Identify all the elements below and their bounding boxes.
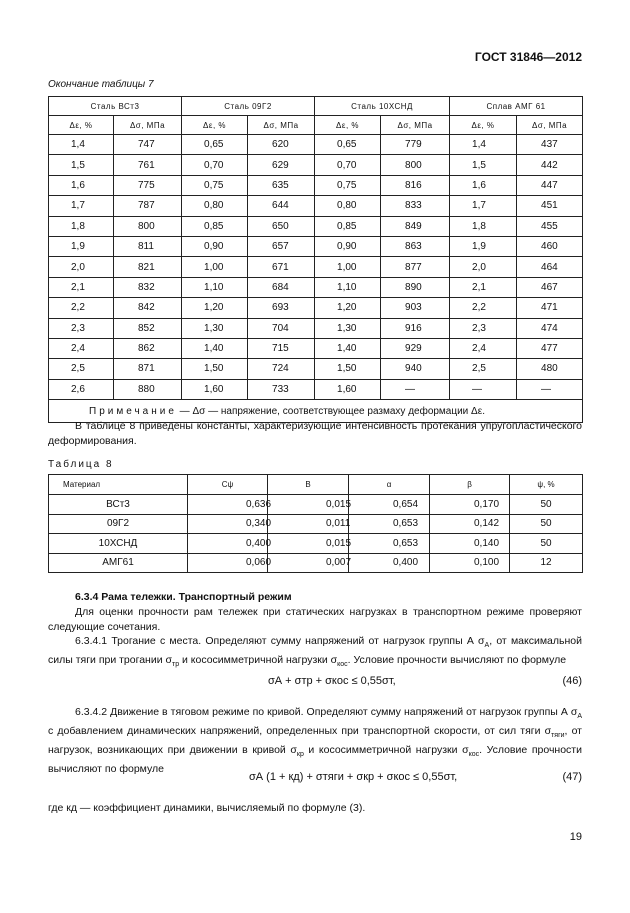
table-cell: 0,400 [349,553,430,573]
table-cell: 1,30 [182,318,248,338]
table8-body [49,495,583,573]
note-text: — Δσ — напряжение, соответствующее размаху деформации Δε. [176,405,485,417]
table-cell: 1,8 [450,216,517,236]
table8-header-row [49,475,583,495]
table-cell: 50 [510,495,583,515]
table-cell: 671 [248,257,315,277]
table-cell: 2,4 [49,338,114,358]
table-cell: 1,60 [315,379,381,399]
table-cell: 2,6 [49,379,114,399]
table-cell: 880 [114,379,182,399]
table-cell: 775 [114,175,182,195]
table-cell: — [450,379,517,399]
table8-header: β [430,475,510,495]
table-cell: 0,654 [349,495,430,515]
table-cell: 747 [114,135,182,155]
table-cell: 1,9 [49,236,114,256]
table-cell: 0,80 [182,196,248,216]
formula-46: σА + σтр + σкос ≤ 0,55σт, [268,675,396,687]
table7-subhead: Δσ, МПа [517,116,583,135]
table-cell: 50 [510,534,583,554]
table-cell: 704 [248,318,315,338]
table-cell: 1,00 [182,257,248,277]
table-cell: 787 [114,196,182,216]
table-cell: 0,142 [430,514,510,534]
text-run: 6.3.4.1 Трогание с места. Определяют сумму напряжений от нагрузок группы А σ [75,635,485,647]
table-cell: 635 [248,175,315,195]
table-cell: 684 [248,277,315,297]
text-run: , от максимальной силы тяги при трогании σ [48,635,582,667]
table-cell: 715 [248,338,315,358]
table-cell: 0,015 [268,495,349,515]
table-cell: 0,015 [268,534,349,554]
table-cell: — [381,379,450,399]
table7-group: Сталь 10ХСНД [315,97,450,116]
subscript: А [484,642,490,650]
text-run: . Условие прочности вычисляют по формуле [48,744,582,776]
table-cell: 693 [248,298,315,318]
table-cell: 1,7 [450,196,517,216]
table-cell: 0,90 [315,236,381,256]
table-cell: 09Г2 [49,514,188,534]
table-cell: 1,30 [315,318,381,338]
table-cell: 2,3 [49,318,114,338]
table-cell: 455 [517,216,583,236]
table-cell: 644 [248,196,315,216]
table-cell: 12 [510,553,583,573]
table-cell: 0,75 [182,175,248,195]
table8-header: ψ, % [510,475,583,495]
text-run: с добавлением динамических напряжений, определенных при транспортной скорости, от сил тяги σ [48,725,552,738]
table-cell: 940 [381,359,450,379]
table-cell: 1,9 [450,236,517,256]
table7-group-row [49,97,583,116]
table-cell: 437 [517,135,583,155]
table-cell: 842 [114,298,182,318]
table8-header: α [349,475,430,495]
table-row [49,135,583,155]
table-cell: 929 [381,338,450,358]
table-row [49,534,583,554]
table-cell: 833 [381,196,450,216]
subscript: кос [337,661,348,669]
table-cell: 451 [517,196,583,216]
table-cell: 821 [114,257,182,277]
table-cell: 650 [248,216,315,236]
table-cell: 0,653 [349,534,430,554]
table-cell: 1,50 [315,359,381,379]
table-row [49,338,583,358]
table-cell: 1,8 [49,216,114,236]
table-cell: 1,20 [315,298,381,318]
table-row [49,155,583,175]
table7-subhead: Δσ, МПа [381,116,450,135]
table-row [49,257,583,277]
table-cell: 0,80 [315,196,381,216]
table7-subhead: Δε, % [315,116,381,135]
table-cell: 2,4 [450,338,517,358]
table-cell: 2,5 [450,359,517,379]
table7-subhead: Δσ, МПа [248,116,315,135]
table-cell: 1,50 [182,359,248,379]
table-cell: 0,90 [182,236,248,256]
table-cell: 471 [517,298,583,318]
subscript: А [577,713,582,721]
table-cell: 0,70 [315,155,381,175]
table7 [48,96,583,423]
table-cell: 657 [248,236,315,256]
table-row [49,514,583,534]
table-cell: 0,340 [188,514,268,534]
table-cell: 477 [517,338,583,358]
table-row [49,359,583,379]
table-row [49,318,583,338]
subscript: тр [171,661,180,669]
table-cell: 779 [381,135,450,155]
table-cell: 0,636 [188,495,268,515]
paragraph-6341 [48,634,582,672]
table7-subhead: Δσ, МПа [114,116,182,135]
table7-caption: Окончание таблицы 7 [48,79,154,90]
table-cell: 816 [381,175,450,195]
table-cell: 1,10 [315,277,381,297]
table-row [49,175,583,195]
table-cell: 0,65 [182,135,248,155]
table-cell: 464 [517,257,583,277]
table-cell: 877 [381,257,450,277]
table7-subhead: Δε, % [182,116,248,135]
table7-group: Сталь ВСт3 [49,97,182,116]
table7-subhead: Δε, % [450,116,517,135]
paragraph-6342 [48,705,582,777]
formula-47-number: (47) [562,771,582,783]
table-row [49,298,583,318]
table-cell: 1,40 [315,338,381,358]
table-cell: 862 [114,338,182,358]
text-run: . Условие прочности вычисляют по формуле [347,654,567,667]
table-cell: 1,4 [450,135,517,155]
formula-47: σА (1 + кд) + σтяги + σкр + σкос ≤ 0,55σт, [249,771,458,783]
table-cell: 1,7 [49,196,114,216]
table-cell: 10ХСНД [49,534,188,554]
table-cell: 890 [381,277,450,297]
table-cell: 1,10 [182,277,248,297]
table-cell: 1,6 [450,175,517,195]
page-number: 19 [569,831,582,843]
table-cell: 800 [381,155,450,175]
table-cell: 916 [381,318,450,338]
table-cell: 2,1 [49,277,114,297]
table-cell: 474 [517,318,583,338]
table-cell: 0,140 [430,534,510,554]
table8-header: Cψ [188,475,268,495]
table-cell: 1,5 [450,155,517,175]
formula-46-number: (46) [562,675,582,687]
paragraph-634-intro: Для оценки прочности рам тележек при статических нагрузках в транспортном режиме проверяют следующие сочетания. [48,606,582,633]
table-cell: 0,70 [182,155,248,175]
table-cell: 0,65 [315,135,381,155]
table-cell: 733 [248,379,315,399]
table-cell: 629 [248,155,315,175]
text-run: и кососимметричной нагрузки σ [303,744,469,757]
table-cell: 1,40 [182,338,248,358]
table-cell: 0,400 [188,534,268,554]
table-cell: 442 [517,155,583,175]
table8 [48,474,583,573]
table-cell: 1,4 [49,135,114,155]
table-cell: 1,5 [49,155,114,175]
table-cell: 0,85 [182,216,248,236]
table-cell: 447 [517,175,583,195]
table-cell: 832 [114,277,182,297]
table7-body [49,135,583,400]
subscript: кос [468,751,480,759]
table-cell: 1,6 [49,175,114,195]
table-cell: 761 [114,155,182,175]
table-cell: 2,3 [450,318,517,338]
table7-subhead: Δε, % [49,116,114,135]
table-cell: 2,2 [49,298,114,318]
table8-header: B [268,475,349,495]
table8-header: Материал [49,475,188,495]
table-row [49,379,583,399]
table-cell: 811 [114,236,182,256]
table-cell: 0,75 [315,175,381,195]
table-cell: 863 [381,236,450,256]
table-cell: 2,2 [450,298,517,318]
table-cell: 0,100 [430,553,510,573]
table-cell: 0,170 [430,495,510,515]
table7-group: Сплав АМГ 61 [450,97,583,116]
document-id: ГОСТ 31846—2012 [474,50,582,64]
text-run: и кососимметричной нагрузки σ [179,654,338,667]
table-cell: 852 [114,318,182,338]
table-cell: 800 [114,216,182,236]
table-cell: 0,007 [268,553,349,573]
subscript: кр [296,751,304,759]
text-run: 6.3.4.2 Движение в тяговом режиме по кривой. Определяют сумму напряжений от нагрузок группы А σ [75,706,578,718]
section-heading: 6.3.4 Рама тележки. Транспортный режим [75,591,292,603]
table-cell: 460 [517,236,583,256]
table-cell: 467 [517,277,583,297]
table-row [49,553,583,573]
table7-subhead-row [49,116,583,135]
table-cell: — [517,379,583,399]
table-cell: 2,0 [49,257,114,277]
table-row [49,216,583,236]
table7-group: Сталь 09Г2 [182,97,315,116]
table-cell: 0,060 [188,553,268,573]
text-run: , от нагрузок, возникающих при движении в кривой σ [48,725,582,757]
table-cell: 724 [248,359,315,379]
table-cell: 1,20 [182,298,248,318]
table-cell: 50 [510,514,583,534]
note-label: Примечание [89,405,177,417]
table-cell: 849 [381,216,450,236]
table-cell: 1,00 [315,257,381,277]
table-cell: 903 [381,298,450,318]
table-cell: 2,0 [450,257,517,277]
table-cell: 2,5 [49,359,114,379]
table-cell: 0,011 [268,514,349,534]
table8-caption: Таблица 8 [48,459,114,470]
table-cell: 0,653 [349,514,430,534]
table-cell: 620 [248,135,315,155]
paragraph-kd-definition: где кд — коэффициент динамики, вычисляемый по формуле (3). [48,802,366,814]
table-cell: 2,1 [450,277,517,297]
table-row [49,236,583,256]
table-cell: 0,85 [315,216,381,236]
table-cell: АМГ61 [49,553,188,573]
table-cell: 1,60 [182,379,248,399]
table-cell: ВСт3 [49,495,188,515]
table-cell: 871 [114,359,182,379]
subscript: тяги [551,732,565,740]
table-cell: 480 [517,359,583,379]
table-row [49,277,583,297]
table-row [49,495,583,515]
paragraph-table8-intro: В таблице 8 приведены константы, характеризующие интенсивность протекания упругопластического деформирования. [48,420,582,447]
table-row [49,196,583,216]
